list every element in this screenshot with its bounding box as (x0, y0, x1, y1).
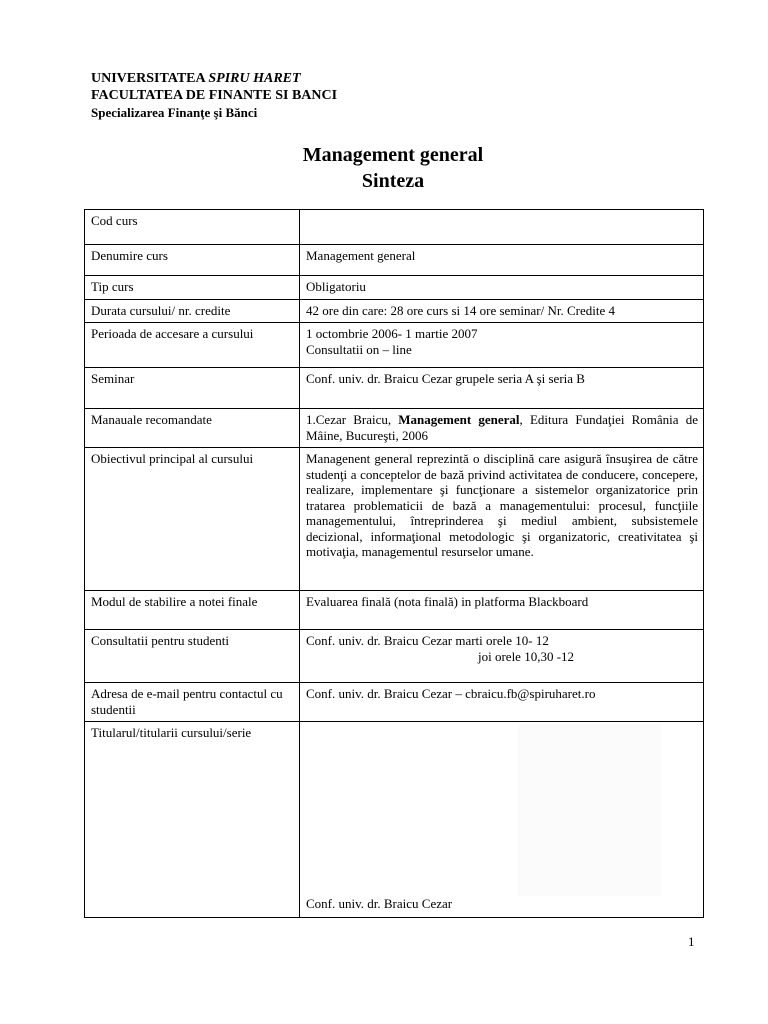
manual-book-title: Management general (398, 412, 520, 427)
title-main: Management general (302, 144, 484, 166)
row-label: Denumire curs (85, 245, 300, 276)
table-row (85, 722, 704, 918)
consultation-thursday: joi orele 10,30 -12 (478, 648, 575, 664)
row-value: Obligatoriu (300, 276, 704, 300)
table-row (85, 210, 704, 245)
row-value: Management general (300, 245, 704, 276)
table-row (85, 245, 704, 276)
table-row (85, 683, 704, 722)
consultation-tuesday: Conf. univ. dr. Braicu Cezar marti orele 10- 12 (306, 633, 549, 648)
document-title (0, 142, 768, 194)
period-dates: 1 octombrie 2006- 1 martie 2007 (306, 326, 478, 341)
table-row (85, 323, 704, 368)
synthesis-table (84, 209, 704, 918)
row-value: 42 ore din care: 28 ore curs si 14 ore seminar/ Nr. Credite 4 (300, 299, 704, 323)
period-consultations: Consultatii on – line (306, 341, 412, 357)
manual-prefix: 1.Cezar Braicu, (306, 412, 399, 427)
row-label: Modul de stabilire a notei finale (85, 591, 300, 630)
table-row (85, 409, 704, 448)
row-label: Obiectivul principal al cursului (85, 448, 300, 591)
row-label: Seminar (85, 368, 300, 409)
document-header (91, 70, 337, 121)
table-row (85, 276, 704, 300)
titular-name: Conf. univ. dr. Braicu Cezar (306, 895, 453, 911)
university-name: SPIRU HARET (208, 71, 301, 86)
row-label: Tip curs (85, 276, 300, 300)
table-row (85, 448, 704, 591)
faculty-line: FACULTATEA DE FINANTE SI BANCI (91, 88, 338, 103)
table-row (85, 630, 704, 683)
row-value: Conf. univ. dr. Braicu Cezar – cbraicu.fb@spiruharet.ro (300, 683, 704, 722)
row-label: Cod curs (85, 210, 300, 245)
table-row (85, 299, 704, 323)
row-value (300, 630, 704, 683)
row-value (300, 323, 704, 368)
row-value: Conf. univ. dr. Braicu Cezar grupele seria A şi seria B (300, 368, 704, 409)
row-value: Evaluarea finală (nota finală) in platforma Blackboard (300, 591, 704, 630)
specialization-line: Specializarea Finanţe şi Bănci (91, 105, 258, 120)
university-prefix: UNIVERSITATEA (91, 71, 209, 86)
table-row (85, 368, 704, 409)
row-value (300, 722, 704, 918)
page-number: 1 (688, 934, 695, 949)
row-label: Perioada de accesare a cursului (85, 323, 300, 368)
row-value (300, 210, 704, 245)
row-label: Adresa de e-mail pentru contactul cu studentii (85, 683, 300, 722)
manual-suffix: , Editura Fundaţiei România de Mâine, Bucureşti, 2006 (306, 412, 698, 443)
row-value: Managenent general reprezintă o disciplină care asigură însuşirea de către studenţi a conceptelor de bază privind activitatea de conducere, concepere, realizare, implementare şi funcţionare a sistemelor organizatorice prin tratarea problematicii de bază a managementului: procesul, funcţiile managementului, întreprinderea şi mediul ambient, subsistemele decizional, informaţional metodologic şi organizatoric, creativitatea şi motivaţia, managementul resurselor umane. (300, 448, 704, 591)
row-label: Manauale recomandate (85, 409, 300, 448)
row-label: Titularul/titularii cursului/serie (85, 722, 300, 918)
row-label: Consultatii pentru studenti (85, 630, 300, 683)
table-row (85, 591, 704, 630)
row-value (300, 409, 704, 448)
university-line (91, 70, 337, 87)
title-sub: Sinteza (361, 170, 425, 192)
row-label: Durata cursului/ nr. credite (85, 299, 300, 323)
signature-area (518, 724, 661, 896)
